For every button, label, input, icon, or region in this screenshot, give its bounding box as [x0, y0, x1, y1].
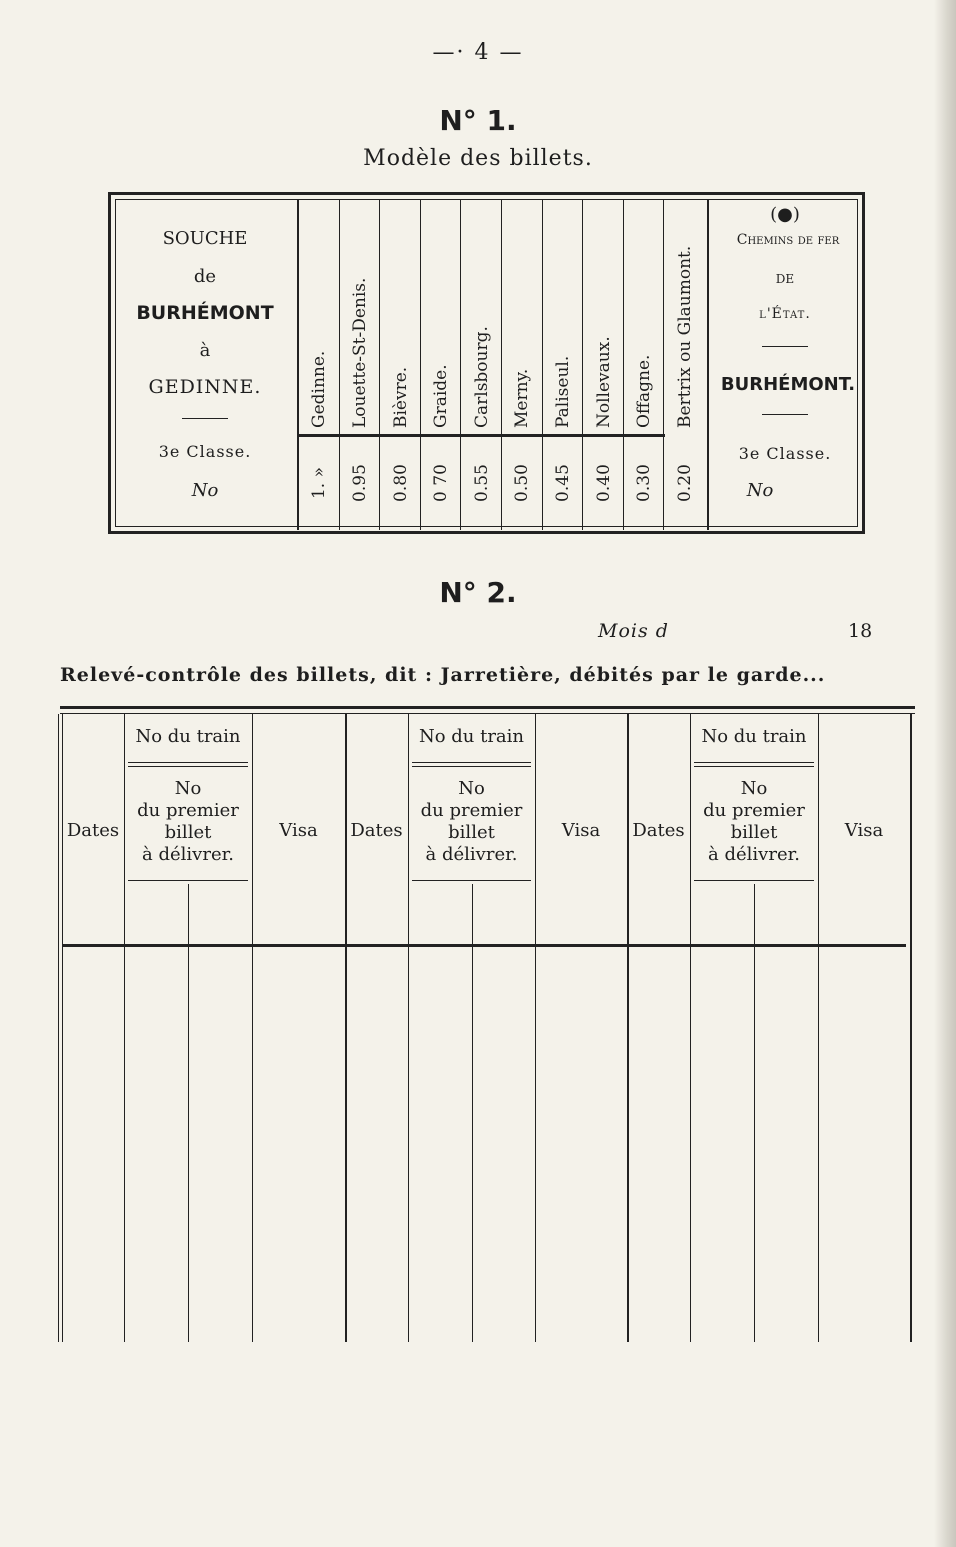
- stub-rule: [182, 418, 228, 419]
- stub-separator: [297, 200, 299, 530]
- coupon-separator: [707, 200, 709, 530]
- stub-destination: GEDINNE.: [148, 376, 262, 398]
- train-rule-double: [694, 766, 814, 767]
- first-ticket-header: No: [174, 778, 202, 799]
- station-price: 0.55: [471, 464, 492, 502]
- station-price: 0.30: [634, 464, 655, 502]
- page-edge-shadow: [934, 0, 956, 1547]
- ledger-group-rule: [345, 714, 347, 1342]
- train-header: No du train: [701, 726, 807, 747]
- station-price: 0.45: [552, 464, 573, 502]
- train-rule: [412, 762, 531, 763]
- ticket-split: [188, 947, 189, 1342]
- ticket-rule: [694, 880, 814, 881]
- first-ticket-header: No: [740, 778, 768, 799]
- visa-header: Visa: [279, 820, 318, 841]
- first-ticket-header: du premier: [137, 800, 239, 821]
- dates-header: Dates: [350, 820, 403, 841]
- stub-a: à: [199, 340, 211, 361]
- first-ticket-header: à délivrer.: [142, 844, 234, 865]
- station-price: 0 70: [431, 464, 452, 502]
- first-ticket-header: billet: [164, 822, 212, 843]
- station-name: Nollevaux.: [593, 336, 614, 428]
- station-name: Graide.: [431, 364, 452, 428]
- form2-heading: N° 2.: [439, 576, 517, 609]
- ledger-outer-left: [58, 714, 59, 1342]
- ledger-right: [910, 714, 912, 1342]
- station-name: Offagne.: [634, 354, 655, 428]
- station-price: 0.50: [512, 464, 533, 502]
- station-name: Bièvre.: [390, 366, 411, 428]
- station-price: 0.40: [593, 464, 614, 502]
- stub-class: 3e Classe.: [158, 442, 252, 461]
- train-rule: [694, 762, 814, 763]
- coupon-station: BURHÉMONT.: [720, 374, 856, 395]
- train-header: No du train: [418, 726, 525, 747]
- station-column-rule: [501, 200, 502, 530]
- train-rule-double: [412, 766, 531, 767]
- stub-number: No: [191, 480, 219, 501]
- price-divider: [299, 434, 665, 437]
- train-rule: [128, 762, 248, 763]
- form2-title: Relevé-contrôle des billets, dit : Jarretière, débités par le garde...: [60, 664, 826, 686]
- ticket-split-header: [754, 884, 755, 944]
- station-name: Merny.: [512, 368, 533, 428]
- station-price: 1. »: [309, 466, 330, 500]
- station-name: Carlsbourg.: [471, 326, 492, 428]
- station-column-rule: [623, 200, 624, 530]
- first-ticket-header: billet: [448, 822, 495, 843]
- station-column-rule: [542, 200, 543, 530]
- first-ticket-header: du premier: [703, 800, 805, 821]
- ledger-top-rule: [60, 706, 915, 709]
- first-ticket-header: billet: [730, 822, 778, 843]
- month-label: Mois d: [598, 620, 669, 642]
- first-ticket-header: No: [458, 778, 485, 799]
- train-header: No du train: [135, 726, 241, 747]
- first-ticket-header: du premier: [420, 800, 523, 821]
- station-name: Bertrix ou Glaumont.: [674, 245, 695, 428]
- ticket-split-header: [472, 884, 473, 944]
- stub-origin: BURHÉMONT: [136, 302, 274, 324]
- ledger-top-rule-thin: [60, 713, 915, 714]
- station-column-rule: [460, 200, 461, 530]
- page-number: —· 4 —: [432, 40, 524, 65]
- station-price: 0.80: [390, 464, 411, 502]
- ticket-rule: [412, 880, 531, 881]
- station-column-rule: [663, 200, 664, 530]
- coupon-class: 3e Classe.: [738, 444, 832, 463]
- station-price: 0.95: [349, 464, 370, 502]
- coupon-line3: l'État.: [759, 306, 811, 322]
- train-rule-double: [128, 766, 248, 767]
- station-column-rule: [379, 200, 380, 530]
- coupon-rule-1: [762, 346, 808, 347]
- ledger-group-rule: [627, 714, 629, 1342]
- ledger-train-right: [818, 714, 819, 1342]
- ticket-split: [472, 947, 473, 1342]
- station-column-rule: [339, 200, 340, 530]
- coupon-rule-2: [762, 414, 808, 415]
- stub-label: SOUCHE: [162, 228, 248, 249]
- station-name: Paliseul.: [552, 355, 573, 428]
- form1-subtitle: Modèle des billets.: [363, 146, 593, 171]
- station-price: 0.20: [674, 464, 695, 502]
- first-ticket-header: à délivrer.: [425, 844, 518, 865]
- ticket-model: [108, 192, 865, 534]
- station-name: Gedinne.: [309, 350, 330, 428]
- ticket-split-header: [188, 884, 189, 944]
- first-ticket-header: à délivrer.: [708, 844, 800, 865]
- dates-header: Dates: [66, 820, 120, 841]
- ledger-train-right: [535, 714, 536, 1342]
- coupon-number: No: [746, 480, 774, 501]
- year-label: 18: [848, 620, 873, 642]
- dates-header: Dates: [632, 820, 685, 841]
- coupon-line1: Chemins de fer: [736, 232, 840, 248]
- coupon-emblem: (●): [770, 204, 800, 225]
- ledger-left: [62, 714, 63, 1342]
- visa-header: Visa: [844, 820, 884, 841]
- ticket-split: [754, 947, 755, 1342]
- form1-heading: N° 1.: [439, 104, 517, 137]
- station-name: Louette-St-Denis.: [349, 277, 370, 428]
- station-column-rule: [582, 200, 583, 530]
- visa-header: Visa: [561, 820, 601, 841]
- ticket-rule: [128, 880, 248, 881]
- ledger-train-right: [252, 714, 253, 1342]
- stub-de: de: [193, 266, 217, 287]
- station-column-rule: [420, 200, 421, 530]
- ticket-inner-border: [115, 199, 858, 527]
- coupon-line2: DE: [775, 272, 795, 286]
